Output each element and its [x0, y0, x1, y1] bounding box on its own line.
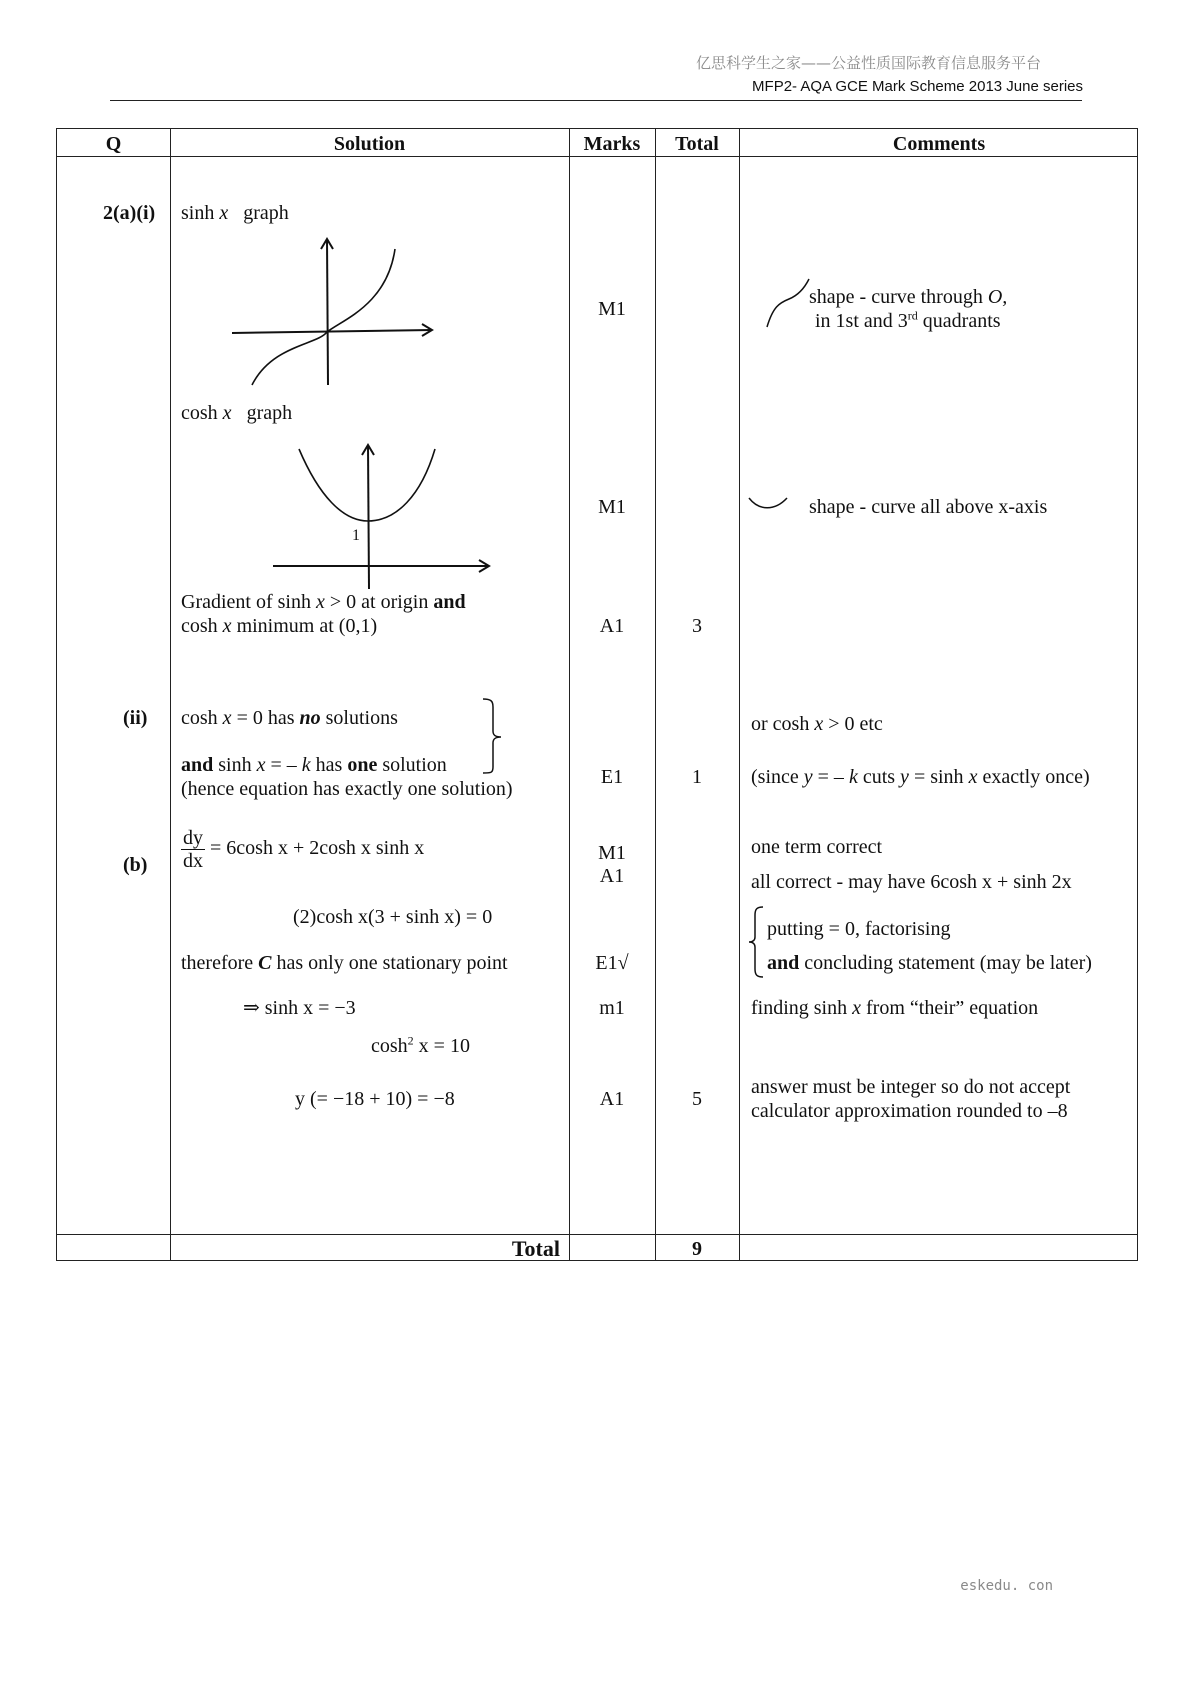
- cosh-curve: [299, 449, 435, 521]
- sinh-value: ⇒ sinh x = −3: [243, 997, 356, 1019]
- col-header-total: Total: [675, 133, 719, 155]
- cosh-shape-curve: [749, 498, 787, 508]
- col-header-marks: Marks: [583, 133, 641, 155]
- y-axis-line: [327, 239, 328, 385]
- sinh-shape-sketch: [765, 277, 813, 329]
- mark-b-e1: E1√: [595, 952, 629, 974]
- col-divider: [170, 129, 171, 1260]
- comment-b-putting: putting = 0, factorising: [767, 918, 951, 940]
- cosh-intercept-label: 1: [352, 527, 360, 544]
- total-label: Total: [511, 1236, 560, 1261]
- comment-b-one-term: one term correct: [751, 836, 883, 858]
- sinh-graph-figure: [227, 235, 447, 395]
- total-ii: 1: [692, 766, 702, 788]
- derivative-equation: $\frac{dy}{dx}$ = 6cosh x + 2cosh x sinh x: [183, 827, 425, 872]
- col-header-q: Q: [105, 133, 122, 155]
- mark-scheme-table: [56, 128, 1138, 1261]
- mark-ii: E1: [600, 766, 624, 788]
- comment-b-concluding: and concluding statement (may be later): [767, 952, 1092, 974]
- comment-b-answer-line2: calculator approximation rounded to –8: [751, 1100, 1068, 1122]
- total-b: 5: [692, 1088, 702, 1110]
- mark-ai-3: A1: [599, 615, 625, 637]
- left-brace: [747, 905, 767, 979]
- total-row-divider: [57, 1234, 1137, 1235]
- ii-line1: cosh x = 0 has no solutions: [181, 707, 398, 729]
- comment-b-all-correct: all correct - may have 6cosh x + sinh 2x: [751, 871, 1072, 893]
- comment-ai-1-line1: shape - curve through O,: [809, 286, 1008, 308]
- comment-b-finding: finding sinh x from “their” equation: [751, 997, 1039, 1019]
- brace-path: [749, 907, 763, 977]
- mark-b-a1: A1: [599, 865, 625, 887]
- header-rule: [110, 100, 1082, 101]
- gradient-line1: Gradient of sinh x > 0 at origin and: [181, 591, 466, 613]
- cosh-shape-sketch: [747, 495, 789, 513]
- question-label-ii: (ii): [123, 707, 148, 729]
- factorised-equation: (2)cosh x(3 + sinh x) = 0: [293, 906, 493, 928]
- right-brace: [481, 697, 511, 777]
- mark-b-m1b: m1: [599, 997, 625, 1019]
- mark-ai-1: M1: [598, 298, 626, 320]
- brace-path: [483, 699, 501, 773]
- sinh-graph-label: sinh x graph: [181, 202, 289, 224]
- stationary-point-statement: therefore C has only one stationary point: [181, 952, 508, 974]
- gradient-line2: cosh x minimum at (0,1): [181, 615, 378, 637]
- mark-b-m1: M1: [598, 842, 626, 864]
- comment-ai-1-line2: in 1st and 3rd quadrants: [815, 308, 1001, 332]
- comment-ai-2: shape - curve all above x-axis: [809, 496, 1048, 518]
- comment-ii-2: (since y = – k cuts y = sinh x exactly once): [751, 766, 1090, 788]
- header-site: 亿思科学生之家——公益性质国际教育信息服务平台: [695, 54, 1041, 72]
- y-value: y (= −18 + 10) = −8: [295, 1088, 455, 1110]
- cosh-graph-figure: [271, 441, 501, 591]
- sinh-curve: [252, 249, 395, 385]
- col-header-solution: Solution: [333, 133, 406, 155]
- mark-ai-2: M1: [598, 496, 626, 518]
- sinh-shape-curve: [767, 279, 809, 327]
- total-value: 9: [692, 1238, 702, 1260]
- ii-line2: and sinh x = – k has one solution: [181, 754, 447, 776]
- footer-watermark: eskedu. con: [960, 1578, 1053, 1594]
- col-header-comments: Comments: [892, 133, 986, 155]
- col-divider: [739, 129, 740, 1260]
- x-axis-line: [232, 330, 432, 333]
- header-row-divider: [57, 156, 1137, 157]
- comment-ii-1: or cosh x > 0 etc: [751, 713, 883, 735]
- mark-b-a1b: A1: [599, 1088, 625, 1110]
- derivative-fraction: $\frac{dy}{dx}$: [183, 827, 203, 872]
- total-ai: 3: [692, 615, 702, 637]
- question-label-2ai: 2(a)(i): [103, 202, 156, 224]
- y-axis-line: [368, 445, 369, 589]
- comment-b-answer-line1: answer must be integer so do not accept: [751, 1076, 1071, 1098]
- ii-line3: (hence equation has exactly one solution): [181, 778, 513, 800]
- question-label-b: (b): [123, 854, 148, 876]
- cosh-graph-label: cosh x graph: [181, 402, 293, 424]
- header-title: MFP2- AQA GCE Mark Scheme 2013 June series: [752, 78, 1083, 95]
- cosh-squared-value: $\cosh^2 x = 10$: [371, 1033, 470, 1057]
